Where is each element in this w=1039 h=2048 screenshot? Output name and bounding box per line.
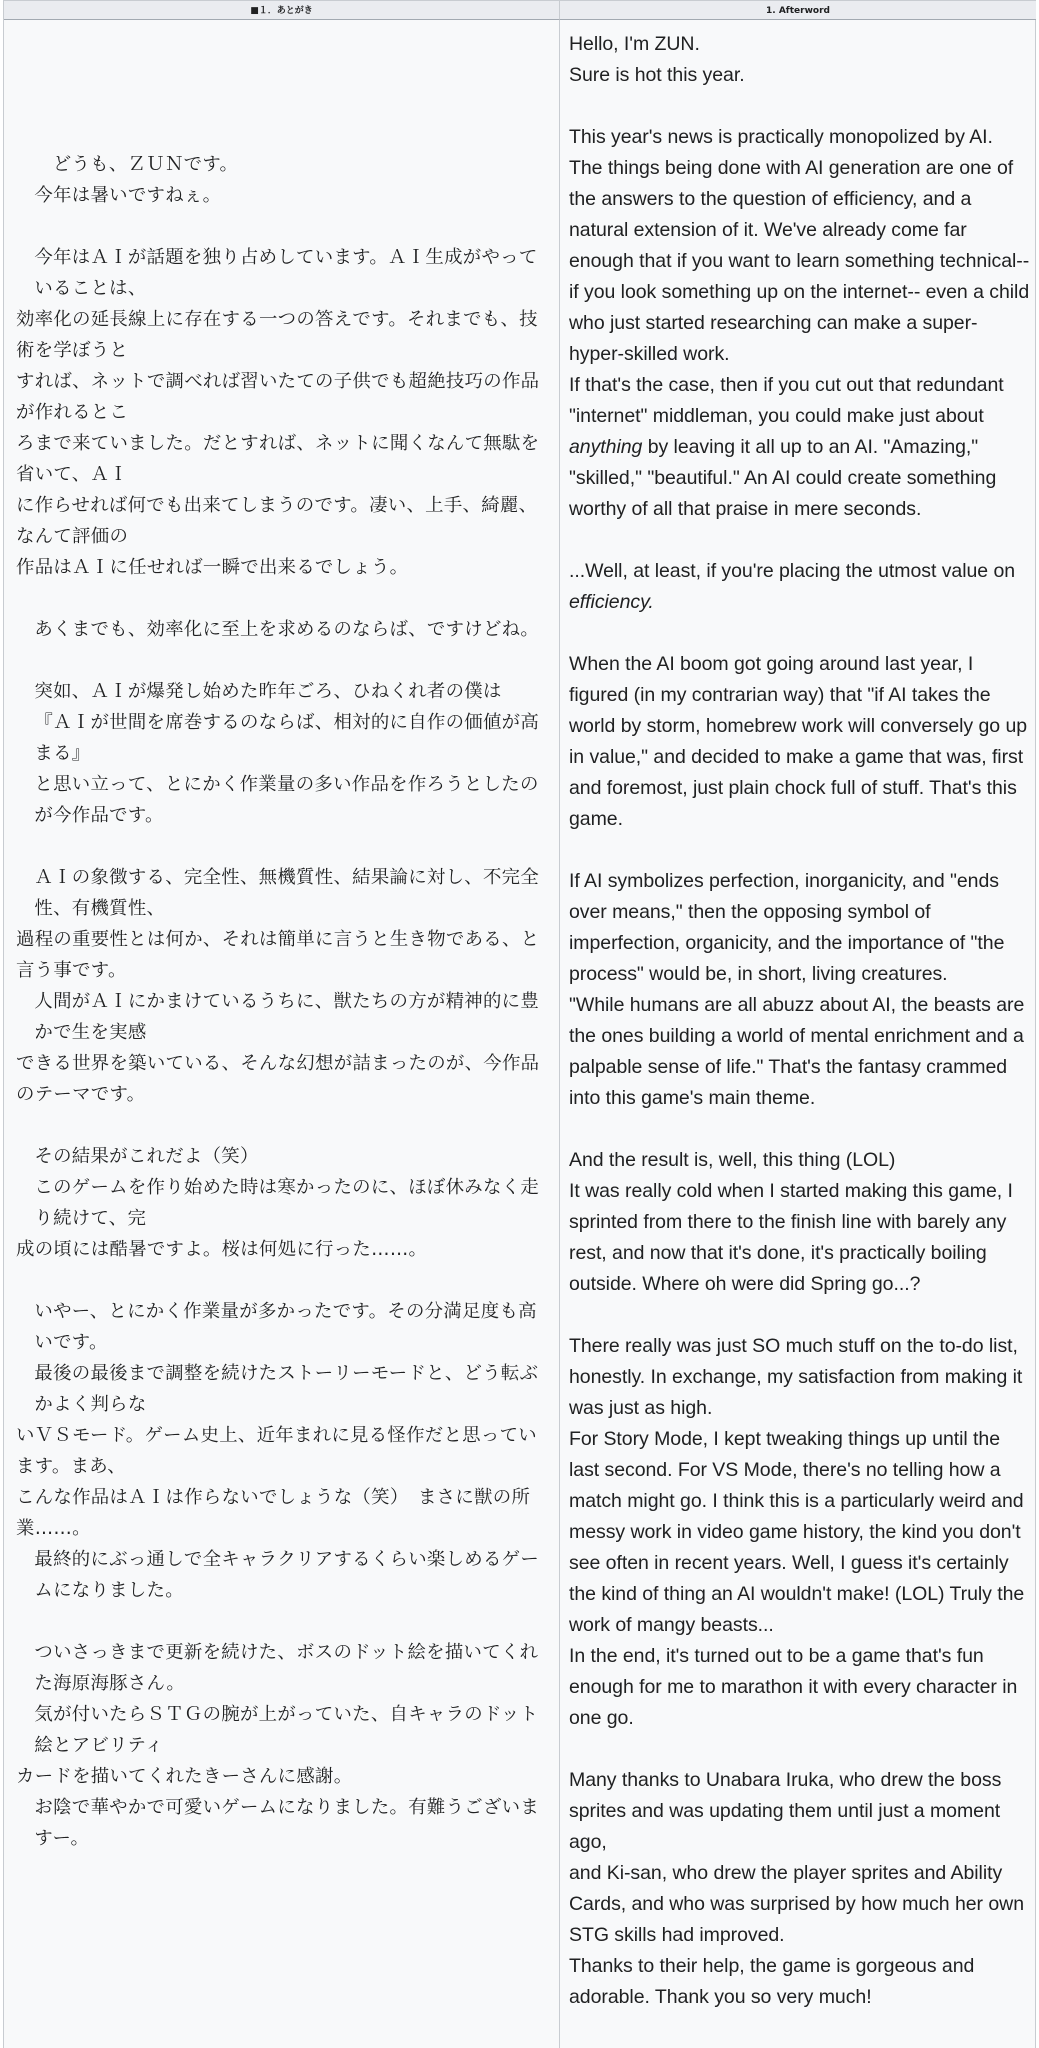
jp-line: その結果がこれだよ（笑） [34,1146,259,1167]
jp-line: 気が付いたらＳＴＧの腕が上がっていた、自キャラのドット絵とアビリティ [34,1704,539,1756]
jp-line: ついさっきまで更新を続けた、ボスのドット絵を描いてくれた海原海豚さん。 [34,1642,539,1694]
jp-line: と思い立って、とにかく作業量の多い作品を作ろうとしたのが今作品です。 [34,774,539,826]
en-paragraph: And the result is, well, this thing (LOL) [569,1149,896,1171]
en-paragraph: Sure is hot this year. [569,64,745,86]
jp-line: ＡＩの象徴する、完全性、無機質性、結果論に対し、不完全性、有機質性、 [34,867,540,919]
jp-line: このゲームを作り始めた時は寒かったのに、ほぼ休みなく走り続けて、完 [34,1177,540,1229]
jp-line: いやー、とにかく作業量が多かったです。その分満足度も高いです。 [34,1301,537,1353]
jp-blank-line [16,645,555,676]
en-paragraph: Hello, I'm ZUN. [569,33,700,55]
jp-line: 効率化の延長線上に存在する一つの答えです。それまでも、技術を学ぼうと [16,309,538,361]
jp-line: ろまで来ていました。だとすれば、ネットに聞くなんて無駄を省いて、ＡＩ [16,433,540,485]
jp-line: 今年は暑いですねぇ。 [34,185,222,206]
en-paragraph: "While humans are all abuzz about AI, the beasts are the ones building a world of mental enrichment and a palpable sense of life." That's the fantasy crammed into this game's main theme. [569,994,1025,1109]
jp-blank-line [16,1606,555,1637]
en-paragraph: If AI symbolizes perfection, inorganicity, and "ends over means," then the opposing symbol of imperfection, organicity, and the importance of "the process" would be, in short, living creatures. [569,870,1005,985]
jp-blank-line [16,211,555,242]
jp-line: どうも、ＺＵＮです。 [52,154,239,175]
en-paragraph [569,370,1030,525]
en-blank-line [569,91,1030,122]
jp-line: に作らせれば何でも出来てしまうのです。凄い、上手、綺麗、なんて評価の [16,495,538,547]
en-text: ...Well, at least, if you're placing the utmost value on [569,560,1016,582]
english-column-header: 1. Afterword [560,0,1036,20]
afterword-table [3,0,1036,2048]
jp-line: こんな作品はＡＩは作らないでしょうな（笑） まさに獣の所業……。 [16,1487,531,1539]
jp-line: 過程の重要性とは何か、それは簡単に言うと生き物である、と言う事です。 [16,929,540,981]
en-paragraph [569,556,1030,618]
en-paragraph: Many thanks to Unabara Iruka, who drew the boss sprites and was updating them until just a moment ago, [569,1769,1002,1853]
en-blank-line [569,618,1030,649]
jp-line: 作品はＡＩに任せれば一瞬で出来るでしょう。 [16,557,409,578]
en-paragraph: For Story Mode, I kept tweaking things up until the last second. For VS Mode, there's no telling how a match might go. I think this is a particularly weird and messy work in video game history, the kind you don't see often in recent years. Well, I guess it's certainly the kind of thing an AI wouldn't make! (LOL) Truly the work of mangy beasts... [569,1428,1025,1636]
japanese-column-header: ■１．あとがき [4,0,560,20]
jp-line: 突如、ＡＩが爆発し始めた昨年ごろ、ひねくれ者の僕は [34,681,502,702]
jp-line: あくまでも、効率化に至上を求めるのならば、ですけどね。 [34,619,540,640]
en-text: If that's the case, then if you cut out that redundant "internet" middleman, you could make just about [569,374,1004,427]
jp-blank-line [16,1110,555,1141]
en-blank-line [569,1300,1030,1331]
jp-line: いＶＳモード。ゲーム史上、近年まれに見る怪作だと思っています。まあ、 [16,1425,537,1477]
jp-line: 最後の最後まで調整を続けたストーリーモードと、どう転ぶかよく判らな [34,1363,539,1415]
jp-blank-line [16,1265,555,1296]
jp-line: できる世界を築いている、そんな幻想が詰まったのが、今作品のテーマです。 [16,1053,540,1105]
jp-line: 『ＡＩが世間を席巻するのならば、相対的に自作の価値が高まる』 [34,712,540,764]
jp-line: お陰で華やかで可愛いゲームになりました。有難うございますー。 [34,1797,540,1849]
english-text-column [560,20,1036,2048]
jp-line: 今年はＡＩが話題を独り占めしています。ＡＩ生成がやっていることは、 [34,247,538,299]
en-paragraph: When the AI boom got going around last year, I figured (in my contrarian way) that "if AI takes the world by storm, homebrew work will conversely go up in value," and decided to make a game that was, first and foremost, just plain chock full of stuff. That's this game. [569,653,1028,830]
jp-blank-line [16,583,555,614]
en-blank-line [569,835,1030,866]
en-blank-line [569,1114,1030,1145]
jp-line: 成の頃には酷暑ですよ。桜は何処に行った……。 [16,1239,428,1260]
en-paragraph: This year's news is practically monopolized by AI. The things being done with AI generation are one of the answers to the question of efficiency, and a natural extension of it. We've already come far enough that if you want to learn something technical-- if you look something up on the internet-- even a child who just started researching can make a super-hyper-skilled work. [569,126,1030,365]
jp-line: カードを描いてくれたきーさんに感謝。 [16,1766,353,1787]
en-blank-line [569,1734,1030,1765]
en-blank-line [569,525,1030,556]
en-paragraph: There really was just SO much stuff on the to-do list, honestly. In exchange, my satisfaction from making it was just as high. [569,1335,1023,1419]
en-paragraph: and Ki-san, who drew the player sprites and Ability Cards, and who was surprised by how much her own STG skills had improved. [569,1862,1024,1946]
en-emphasis: anything [569,436,643,458]
en-text: by leaving it all up to an AI. "Amazing," "skilled," "beautiful." An AI could create something worthy of all that praise in mere seconds. [569,436,997,520]
jp-line: すれば、ネットで調べれば習いたての子供でも超絶技巧の作品が作れるとこ [16,371,540,423]
jp-blank-line [16,831,555,862]
en-paragraph: In the end, it's turned out to be a game that's fun enough for me to marathon it with every character in one go. [569,1645,1018,1729]
jp-line: 最終的にぶっ通しで全キャラクリアするくらい楽しめるゲームになりました。 [34,1549,540,1601]
en-paragraph: Thanks to their help, the game is gorgeous and adorable. Thank you so very much! [569,1955,975,2008]
en-paragraph: It was really cold when I started making this game, I sprinted from there to the finish line with barely any rest, and now that it's done, it's practically boiling outside. Where oh were did Spring go...? [569,1180,1013,1295]
en-emphasis: efficiency. [569,591,654,613]
japanese-text-column [4,20,560,2048]
jp-line: 人間がＡＩにかまけているうちに、獣たちの方が精神的に豊かで生を実感 [34,991,540,1043]
